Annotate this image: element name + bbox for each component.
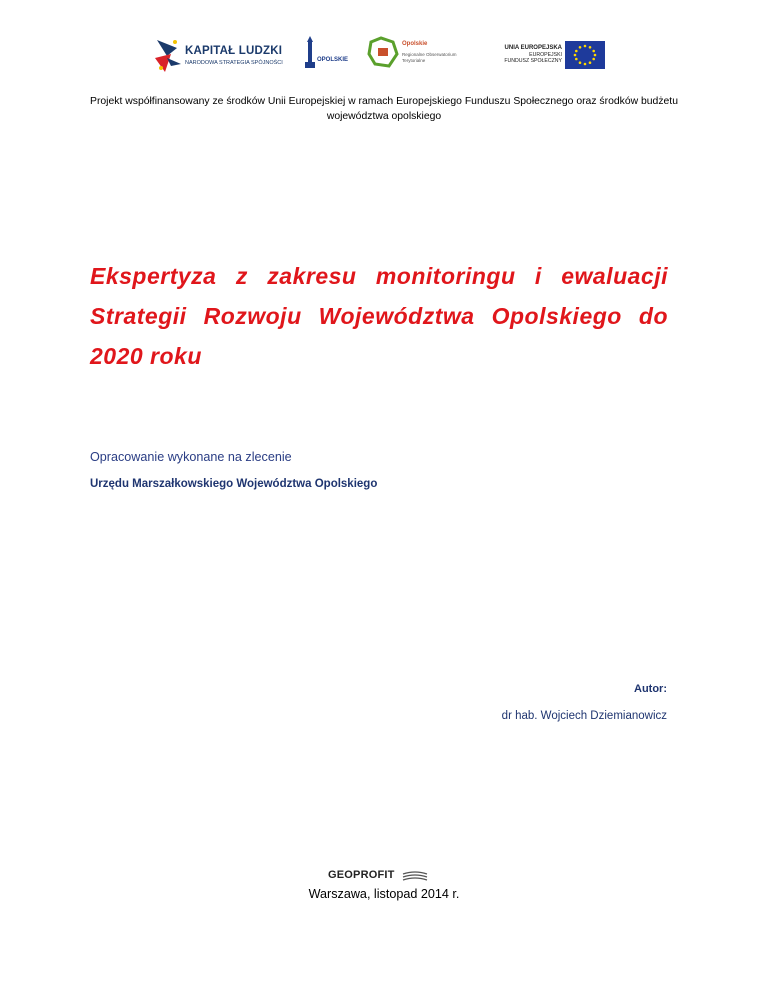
- eu-line-1: UNIA EUROPEJSKA: [504, 45, 562, 51]
- rot-logo: [367, 36, 477, 78]
- document-title: Ekspertyza z zakresu monitoringu i ewaluacji Strategii Rozwoju Województwa Opolskiego do 2020 roku: [90, 263, 668, 369]
- opolskie-logo-text: OPOLSKIE: [317, 57, 349, 63]
- geoprofit-logo-text: GEOPROFIT: [328, 869, 395, 881]
- opolskie-tower-icon: [303, 36, 317, 70]
- eu-line-2: EUROPEJSKI: [529, 51, 562, 58]
- place-and-date: Warszawa, listopad 2014 r.: [308, 887, 460, 901]
- author-name: dr hab. Wojciech Dziemianowicz: [501, 710, 667, 722]
- kapital-ludzki-subtitle: NARODOWA STRATEGIA SPÓJNOŚCI: [185, 60, 283, 66]
- client-name: Urzędu Marszałkowskiego Województwa Opolskiego: [90, 478, 378, 490]
- eu-line-3: FUNDUSZ SPOŁECZNY: [504, 58, 562, 64]
- kapital-ludzki-emblem-icon: [153, 36, 183, 76]
- kapital-ludzki-logo: [153, 36, 288, 76]
- geoprofit-swoosh-icon: [402, 870, 428, 882]
- cofinancing-note: Projekt współfinansowany ze środków Unii Europejskiej w ramach Europejskiego Funduszu Społecznego oraz środków budżetu województwa opolskiego: [90, 96, 678, 122]
- rot-title: Opolskie: [402, 41, 428, 47]
- kapital-ludzki-title: KAPITAŁ LUDZKI: [185, 45, 283, 57]
- geoprofit-logo: [328, 868, 458, 884]
- commission-label: Opracowanie wykonane na zlecenie: [90, 450, 292, 464]
- author-label: Autor:: [634, 683, 667, 695]
- eu-logo: [492, 36, 607, 76]
- opolskie-logo: [303, 36, 353, 76]
- logo-strip: [0, 36, 768, 78]
- eu-flag-icon: [565, 41, 605, 69]
- eu-logo-text: [496, 45, 562, 65]
- region-map-icon: [367, 36, 399, 68]
- rot-subtitle: Regionalne Obserwatorium Terytorialne: [402, 52, 457, 63]
